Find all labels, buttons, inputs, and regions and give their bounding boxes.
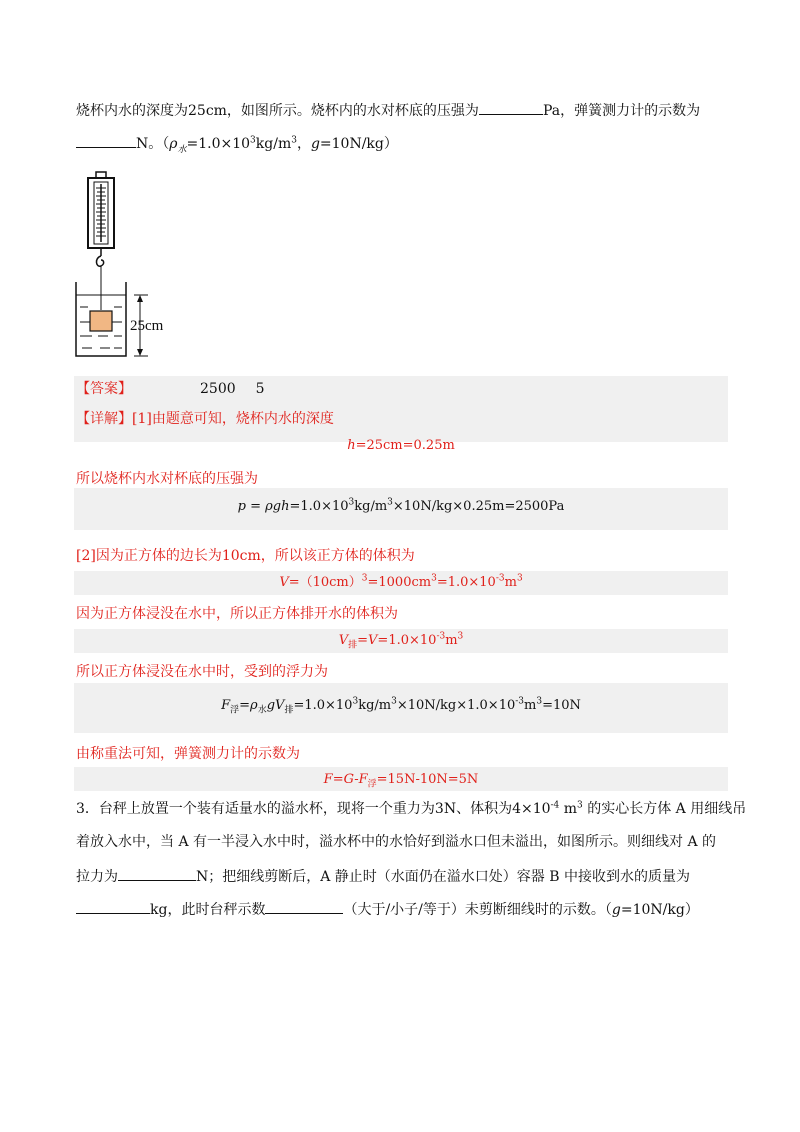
detail-line-6: 由称重法可知，弹簧测力计的示数为 xyxy=(76,746,300,762)
problem3-line3: 拉力为 N；把细线剪断后，A 静止时（水面仍在溢水口处）容器 B 中接收到水的质量为 xyxy=(76,866,690,886)
answer-blank-3 xyxy=(118,866,196,881)
answer-blank-2 xyxy=(76,133,136,148)
detail-line-4: 因为正方体浸没在水中，所以正方体排开水的体积为 xyxy=(76,606,398,622)
answer-value-2: 5 xyxy=(255,381,265,397)
equation-volume: $V=(10cm)^3=1000cm^3=1.0\times 10^{-3}m^3$ xyxy=(279,573,523,590)
detail-line-1: 【详解】[1]由题意可知，烧杯内水的深度 xyxy=(76,411,334,427)
equation-displaced-volume: $V_排=V=1.0\times 10^{-3}m^3$ xyxy=(338,631,464,651)
answer-value-1: 2500 xyxy=(200,381,236,397)
answer-blank-5 xyxy=(265,899,343,914)
equation-depth: h=25cm=0.25m xyxy=(347,438,455,453)
equation-buoyancy: $F_浮=\rho_水gV_排=1.0\times 10^3kg/m^3\times 10N/kg\times 1.0\times 10^{-3}m^3=10N$ xyxy=(221,696,581,716)
problem3-line2: 着放入水中，当 A 有一半浸入水中时，溢水杯中的水恰好到溢水口但未溢出，如图所示。则细线对 A 的 xyxy=(76,834,717,850)
detail-line-2: 所以烧杯内水对杯底的压强为 xyxy=(76,471,258,487)
problem3-line1: 3．台秤上放置一个装有适量水的溢水杯，现将一个重力为3N、体积为$4\times 10^{-4}$ $m^3$ 的实心长方体 A 用细线吊 xyxy=(76,800,747,817)
detail-line-5: 所以正方体浸没在水中时，受到的浮力为 xyxy=(76,664,328,680)
problem3-line4: kg，此时台秤示数 （大于/小子/等于）未剪断细线时的示数。（g=10N/kg） xyxy=(76,899,699,919)
detail-line-3: [2]因为正方体的边长为10cm，所以该正方体的体积为 xyxy=(76,548,415,564)
problem2-line2: N。（$\rho_水=1.0\times 10^3kg/m^3$，g=10N/kg） xyxy=(76,133,398,153)
problem2-line1: 烧杯内水的深度为25cm，如图所示。烧杯内的水对杯底的压强为 Pa，弹簧测力计的示数为 xyxy=(76,100,700,120)
equation-scale-reading: $F=G-F_浮=15N-10N=5N$ xyxy=(323,772,479,790)
cube-block xyxy=(90,311,112,331)
depth-label: 25cm xyxy=(130,318,164,334)
hook-icon xyxy=(96,256,103,266)
answer-blank-1 xyxy=(479,100,543,115)
equation-pressure: $p = \rho gh=1.0\times 10^3kg/m^3\times 10N/kg\times 0.25m=2500Pa$ xyxy=(237,497,565,514)
answer-line: 【答案】 2500 5 xyxy=(76,381,265,397)
spring-scale-figure xyxy=(70,170,180,362)
answer-blank-4 xyxy=(76,899,150,914)
